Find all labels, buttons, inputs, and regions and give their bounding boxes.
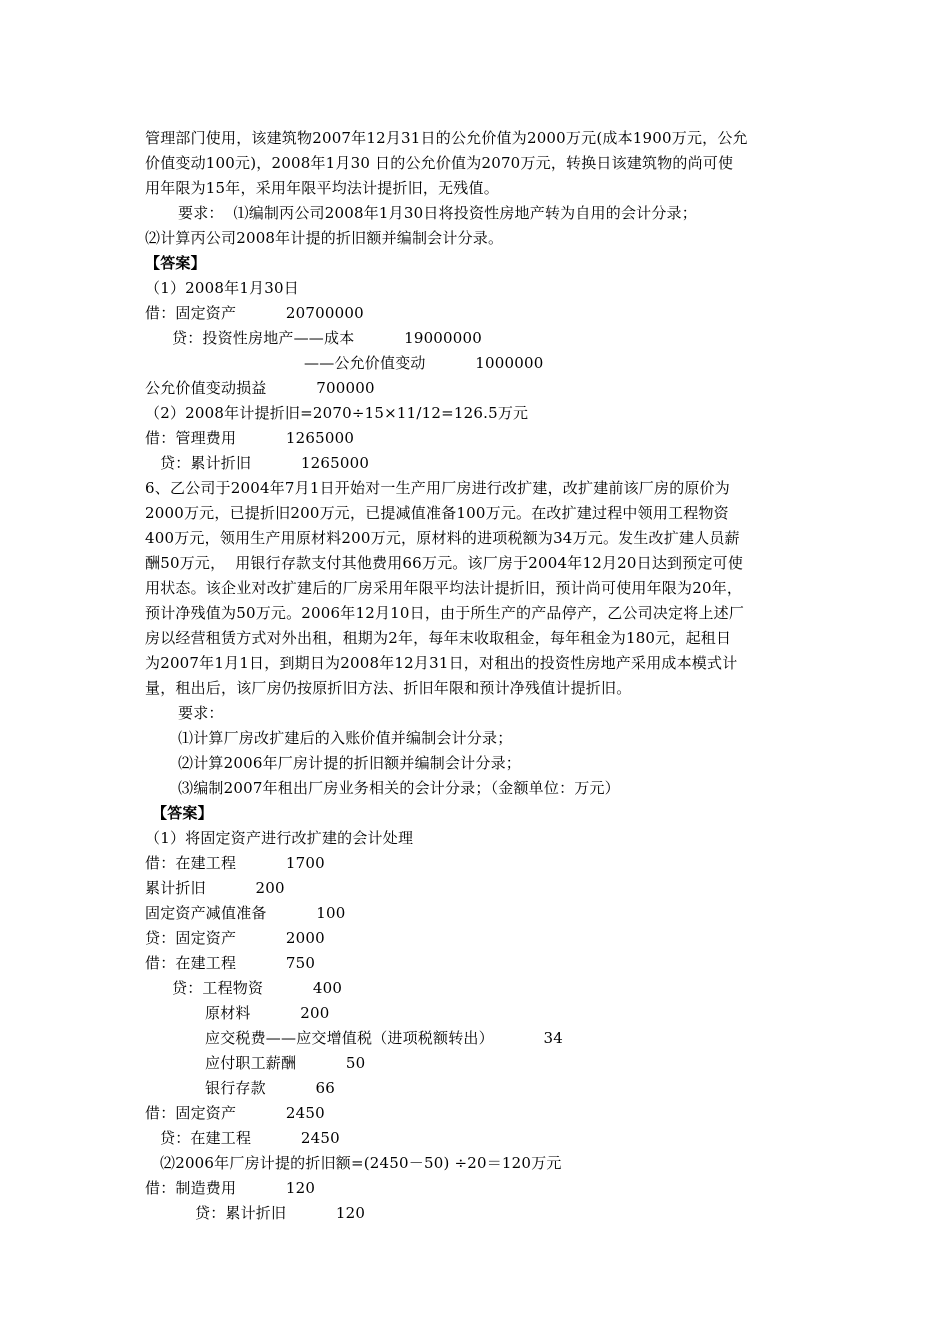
text-line: ⑶编制2007年租出厂房业务相关的会计分录；（金额单位：万元） (178, 779, 620, 797)
text-line: 量，租出后，该厂房仍按原折旧方法、折旧年限和预计净残值计提折旧。 (145, 679, 632, 697)
text-line: 管理部门使用，该建筑物2007年12月31日的公允价值为2000万元(成本1900万元，公允 (145, 129, 748, 147)
text-line: 400万元，领用生产用原材料200万元，原材料的进项税额为34万元。发生改扩建人员薪 (145, 529, 740, 547)
text-line: 2000万元，已提折旧200万元，已提减值准备100万元。在改扩建过程中领用工程物资 (145, 504, 729, 522)
journal-entry-line: 贷：固定资产 2000 (145, 929, 325, 947)
journal-entry-line: 贷：累计折旧 120 (195, 1204, 366, 1222)
text-line: 要求： ⑴编制丙公司2008年1月30日将投资性房地产转为自用的会计分录； (178, 204, 697, 222)
text-line: 为2007年1月1日，到期日为2008年12月31日，对租出的投资性房地产采用成本模式计 (145, 654, 738, 672)
text-line: 价值变动100元)，2008年1月30 日的公允价值为2070万元，转换日该建筑物的尚可使 (145, 154, 734, 172)
text-line: ⑴计算厂房改扩建后的入账价值并编制会计分录； (178, 729, 513, 747)
journal-entry-line: 借：固定资产 20700000 (145, 304, 364, 322)
journal-entry-line: 借：制造费用 120 (145, 1179, 316, 1197)
journal-entry-line: 公允价值变动损益 700000 (145, 379, 375, 397)
text-line: 用年限为15年，采用年限平均法计提折旧，无残值。 (145, 179, 499, 197)
text-line: 要求： (178, 704, 224, 722)
text-line: 6、乙公司于2004年7月1日开始对一生产用厂房进行改扩建，改扩建前该厂房的原价为 (145, 479, 731, 497)
text-line: 酬50万元， 用银行存款支付其他费用66万元。该厂房于2004年12月20日达到预定可使 (145, 554, 744, 572)
journal-entry-line: 借：固定资产 2450 (145, 1104, 325, 1122)
journal-entry-line: 贷：累计折旧 1265000 (160, 454, 370, 472)
journal-entry-line: 银行存款 66 (205, 1079, 335, 1097)
answer-heading: 【答案】 (152, 804, 213, 822)
journal-entry-line: 贷：工程物资 400 (172, 979, 343, 997)
journal-entry-line: 应付职工薪酬 50 (205, 1054, 366, 1072)
journal-entry-line: 累计折旧 200 (145, 879, 285, 897)
text-line: （2）2008年计提折旧=2070÷15×11/12=126.5万元 (145, 404, 529, 422)
journal-entry-line: 应交税费——应交增值税（进项税额转出） 34 (205, 1029, 563, 1047)
answer-heading: 【答案】 (145, 254, 206, 272)
journal-entry-line: 借：在建工程 750 (145, 954, 316, 972)
text-line: ⑵计算2006年厂房计提的折旧额并编制会计分录； (178, 754, 521, 772)
journal-entry-line: 原材料 200 (205, 1004, 330, 1022)
text-line: 预计净残值为50万元。2006年12月10日，由于所生产的产品停产，乙公司决定将上述厂 (145, 604, 745, 622)
text-line: ⑵计算丙公司2008年计提的折旧额并编制会计分录。 (145, 229, 504, 247)
journal-entry-line: 借：在建工程 1700 (145, 854, 325, 872)
text-line: ⑵2006年厂房计提的折旧额=(2450－50) ÷20＝120万元 (160, 1154, 562, 1172)
text-line: （1）将固定资产进行改扩建的会计处理 (145, 829, 414, 847)
text-line: 房以经营租赁方式对外出租，租期为2年，每年末收取租金，每年租金为180元，起租日 (145, 629, 732, 647)
journal-entry-line: 固定资产减值准备 100 (145, 904, 346, 922)
journal-entry-line: 贷：投资性房地产——成本 19000000 (172, 329, 483, 347)
journal-entry-line: 贷：在建工程 2450 (160, 1129, 340, 1147)
journal-entry-line: ——公允价值变动 1000000 (304, 354, 544, 372)
journal-entry-line: 借：管理费用 1265000 (145, 429, 355, 447)
text-line: （1）2008年1月30日 (145, 279, 299, 297)
text-line: 用状态。该企业对改扩建后的厂房采用年限平均法计提折旧，预计尚可使用年限为20年， (145, 579, 743, 597)
